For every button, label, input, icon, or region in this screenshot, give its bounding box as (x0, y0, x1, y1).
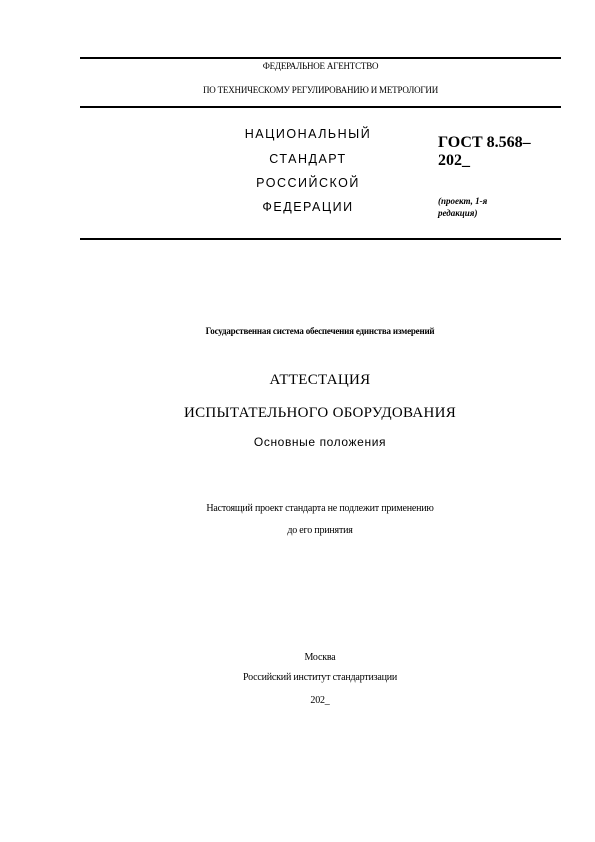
notice-line-2: до его принятия (287, 525, 353, 536)
agency-line-2: ПО ТЕХНИЧЕСКОМУ РЕГУЛИРОВАНИЮ И МЕТРОЛОГИИ (202, 85, 439, 95)
top-divider (80, 57, 561, 59)
national-line-4: ФЕДЕРАЦИИ (262, 200, 354, 214)
national-line-3: РОССИЙСКОЙ (256, 176, 360, 190)
national-line-2: СТАНДАРТ (269, 152, 347, 166)
footer-year: 202_ (310, 695, 330, 706)
subtitle: Основные положения (253, 435, 387, 449)
footer-city: Москва (304, 652, 336, 663)
gost-number-line-2: 202_ (438, 152, 470, 169)
system-title: Государственная система обеспечения единства измерений (205, 326, 435, 336)
agency-line-1: ФЕДЕРАЛЬНОЕ АГЕНТСТВО (262, 61, 379, 71)
header-bottom-divider (80, 238, 561, 240)
draft-note-line-1: (проект, 1-я (438, 196, 488, 206)
main-title-line-1: АТТЕСТАЦИЯ (269, 372, 371, 388)
draft-note-line-2: редакция) (438, 208, 478, 218)
notice-line-1: Настоящий проект стандарта не подлежит применению (206, 503, 434, 514)
national-line-1: НАЦИОНАЛЬНЫЙ (244, 127, 372, 141)
gost-number-line-1: ГОСТ 8.568– (438, 134, 531, 151)
main-title-line-2: ИСПЫТАТЕЛЬНОГО ОБОРУДОВАНИЯ (183, 405, 457, 421)
footer-publisher: Российский институт стандартизации (242, 672, 398, 683)
agency-divider (80, 106, 561, 108)
